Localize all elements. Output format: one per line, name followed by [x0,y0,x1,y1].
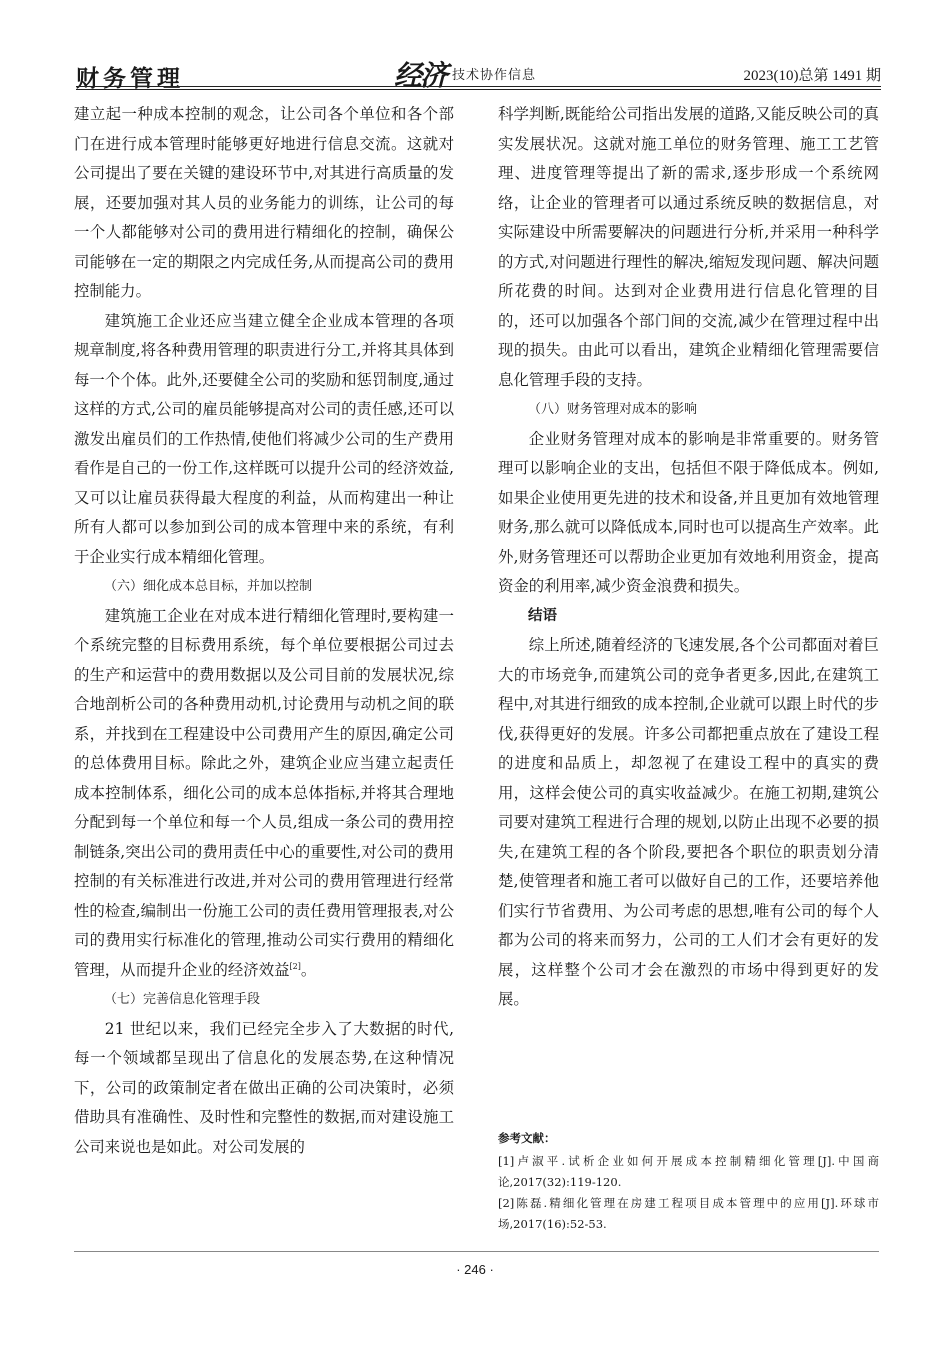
paragraph: 综上所述,随着经济的飞速发展,各个公司都面对着巨大的市场竞争,而建筑公司的竞争者更多,因此,在建筑工程中,对其进行细致的成本控制,企业就可以跟上时代的步伐,获得更好的发展。许多公司都把重点放在了建设工程的进度和品质上，却忽视了在建设工程中的真实的费用，这样会使公司的真实收益减少。在施工初期,建筑公司要对建筑工程进行合理的规划,以防止出现不必要的损失,在建筑工程的各个阶段,要把各个职位的职责划分清楚,使管理者和施工者可以做好自己的工作，还要培养他们实行节省费用、为公司考虑的思想,唯有公司的每个人都为公司的将来而努力，公司的工人们才会有更好的发展，这样整个公司才会在激烈的市场中得到更好的发展。 [498,636,879,1008]
subheading-7: （七）完善信息化管理手段 [104,992,261,1007]
header-rule-thin [76,89,881,90]
paragraph: 建立起一种成本控制的观念，让公司各个单位和各个部门在进行成本管理时能够更好地进行信息交流。这就对公司提出了要在关键的建设环节中,对其进行高质量的发展，还要加强对其人员的业务能力的训练，让公司的每一个人都能够对公司的费用进行精细化的控制，确保公司能够在一定的期限之内完成任务,从而提高公司的费用控制能力。 [74,105,454,300]
paragraph: 21 世纪以来，我们已经完全步入了大数据的时代,每一个领域都呈现出了信息化的发展态势,在这种情况下，公司的政策制定者在做出正确的公司决策时，必须借助具有准确性、及时性和完整性的数据,而对建设施工公司来说也是如此。对公司发展的 [74,1019,454,1156]
journal-name: 技术协作信息 [452,68,537,83]
paragraph-end: 。 [300,960,317,979]
paragraph: 科学判断,既能给公司指出发展的道路,又能反映公司的真实发展状况。这就对施工单位的财务管理、施工工艺管理、进度管理等提出了新的需求,逐步形成一个系统网络，让企业的管理者可以通过系统反映的数据信息，对实际建设中所需要解决的问题进行分析,并采用一种科学的方式,对问题进行理性的解决,缩短发现问题、解决问题所花费的时间。达到对企业费用进行信息化管理的目的，还可以加强各个部门间的交流,减少在管理过程中出现的损失。由此可以看出，建筑企业精细化管理需要信息化管理手段的支持。 [498,105,879,389]
subheading-6: （六）细化成本总目标，并加以控制 [104,579,313,594]
reference-item: [1]卢淑平.试析企业如何开展成本控制精细化管理[J].中国商论,2017(32):119-120. [498,1154,879,1189]
conclusion-heading: 结语 [528,607,557,624]
left-column [74,100,454,1162]
paragraph: 企业财务管理对成本的影响是非常重要的。财务管理可以影响企业的支出，包括但不限于降低成本。例如,如果企业使用更先进的技术和设备,并且更加有效地管理财务,那么就可以降低成本,同时也可以提高生产效率。此外,财务管理还可以帮助企业更加有效地利用资金，提高资金的利用率,减少资金浪费和损失。 [498,429,879,595]
journal-logo: 经济 [394,59,447,92]
issue-info: 2023(10)总第 1491 期 [743,68,881,84]
paragraph [74,602,454,986]
paragraph-text: 建筑施工企业在对成本进行精细化管理时,要构建一个系统完整的目标费用系统，每个单位要根据公司过去的生产和运营中的费用数据以及公司目前的发展状况,综合地剖析公司的各种费用动机,讨论费用与动机之间的联系，并找到在工程建设中公司费用产生的原因,确定公司的总体费用目标。除此之外，建筑企业应当建立起责任成本控制体系，细化公司的成本总体指标,并将其合理地分配到每一个单位和每一个人员,组成一条公司的费用控制链条,突出公司的费用责任中心的重要性,对公司的费用控制的有关标准进行改进,并对公司的费用管理进行经常性的检查,编制出一份施工公司的责任费用管理报表,对公司的费用实行标准化的管理,推动公司实行费用的精细化管理，从而提升企业的经济效益 [74,606,454,979]
header-rule [76,86,881,87]
references [498,1128,879,1235]
paragraph: 建筑施工企业还应当建立健全企业成本管理的各项规章制度,将各种费用管理的职责进行分工,并将其具体到每一个个体。此外,还要健全公司的奖励和惩罚制度,通过这样的方式,公司的雇员能够提高对公司的责任感,还可以激发出雇员们的工作热情,使他们将减少公司的生产费用看作是自己的一份工作,这样既可以提升公司的经济效益,又可以让雇员获得最大程度的利益，从而构建出一种让所有人都可以参加到公司的成本管理中来的系统，有利于企业实行成本精细化管理。 [74,311,454,566]
references-title: 参考文献： [498,1131,556,1145]
section-title: 财务管理 [76,66,184,92]
page-header [76,56,881,92]
page-number: · 246 · [456,1262,494,1277]
citation: [2] [289,961,301,971]
right-column [498,100,879,1015]
reference-item: [2]陈磊.精细化管理在房建工程项目成本管理中的应用[J].环球市场,2017(16):52-53. [498,1196,879,1231]
footer-rule [74,1251,879,1252]
subheading-8: （八）财务管理对成本的影响 [528,402,698,417]
